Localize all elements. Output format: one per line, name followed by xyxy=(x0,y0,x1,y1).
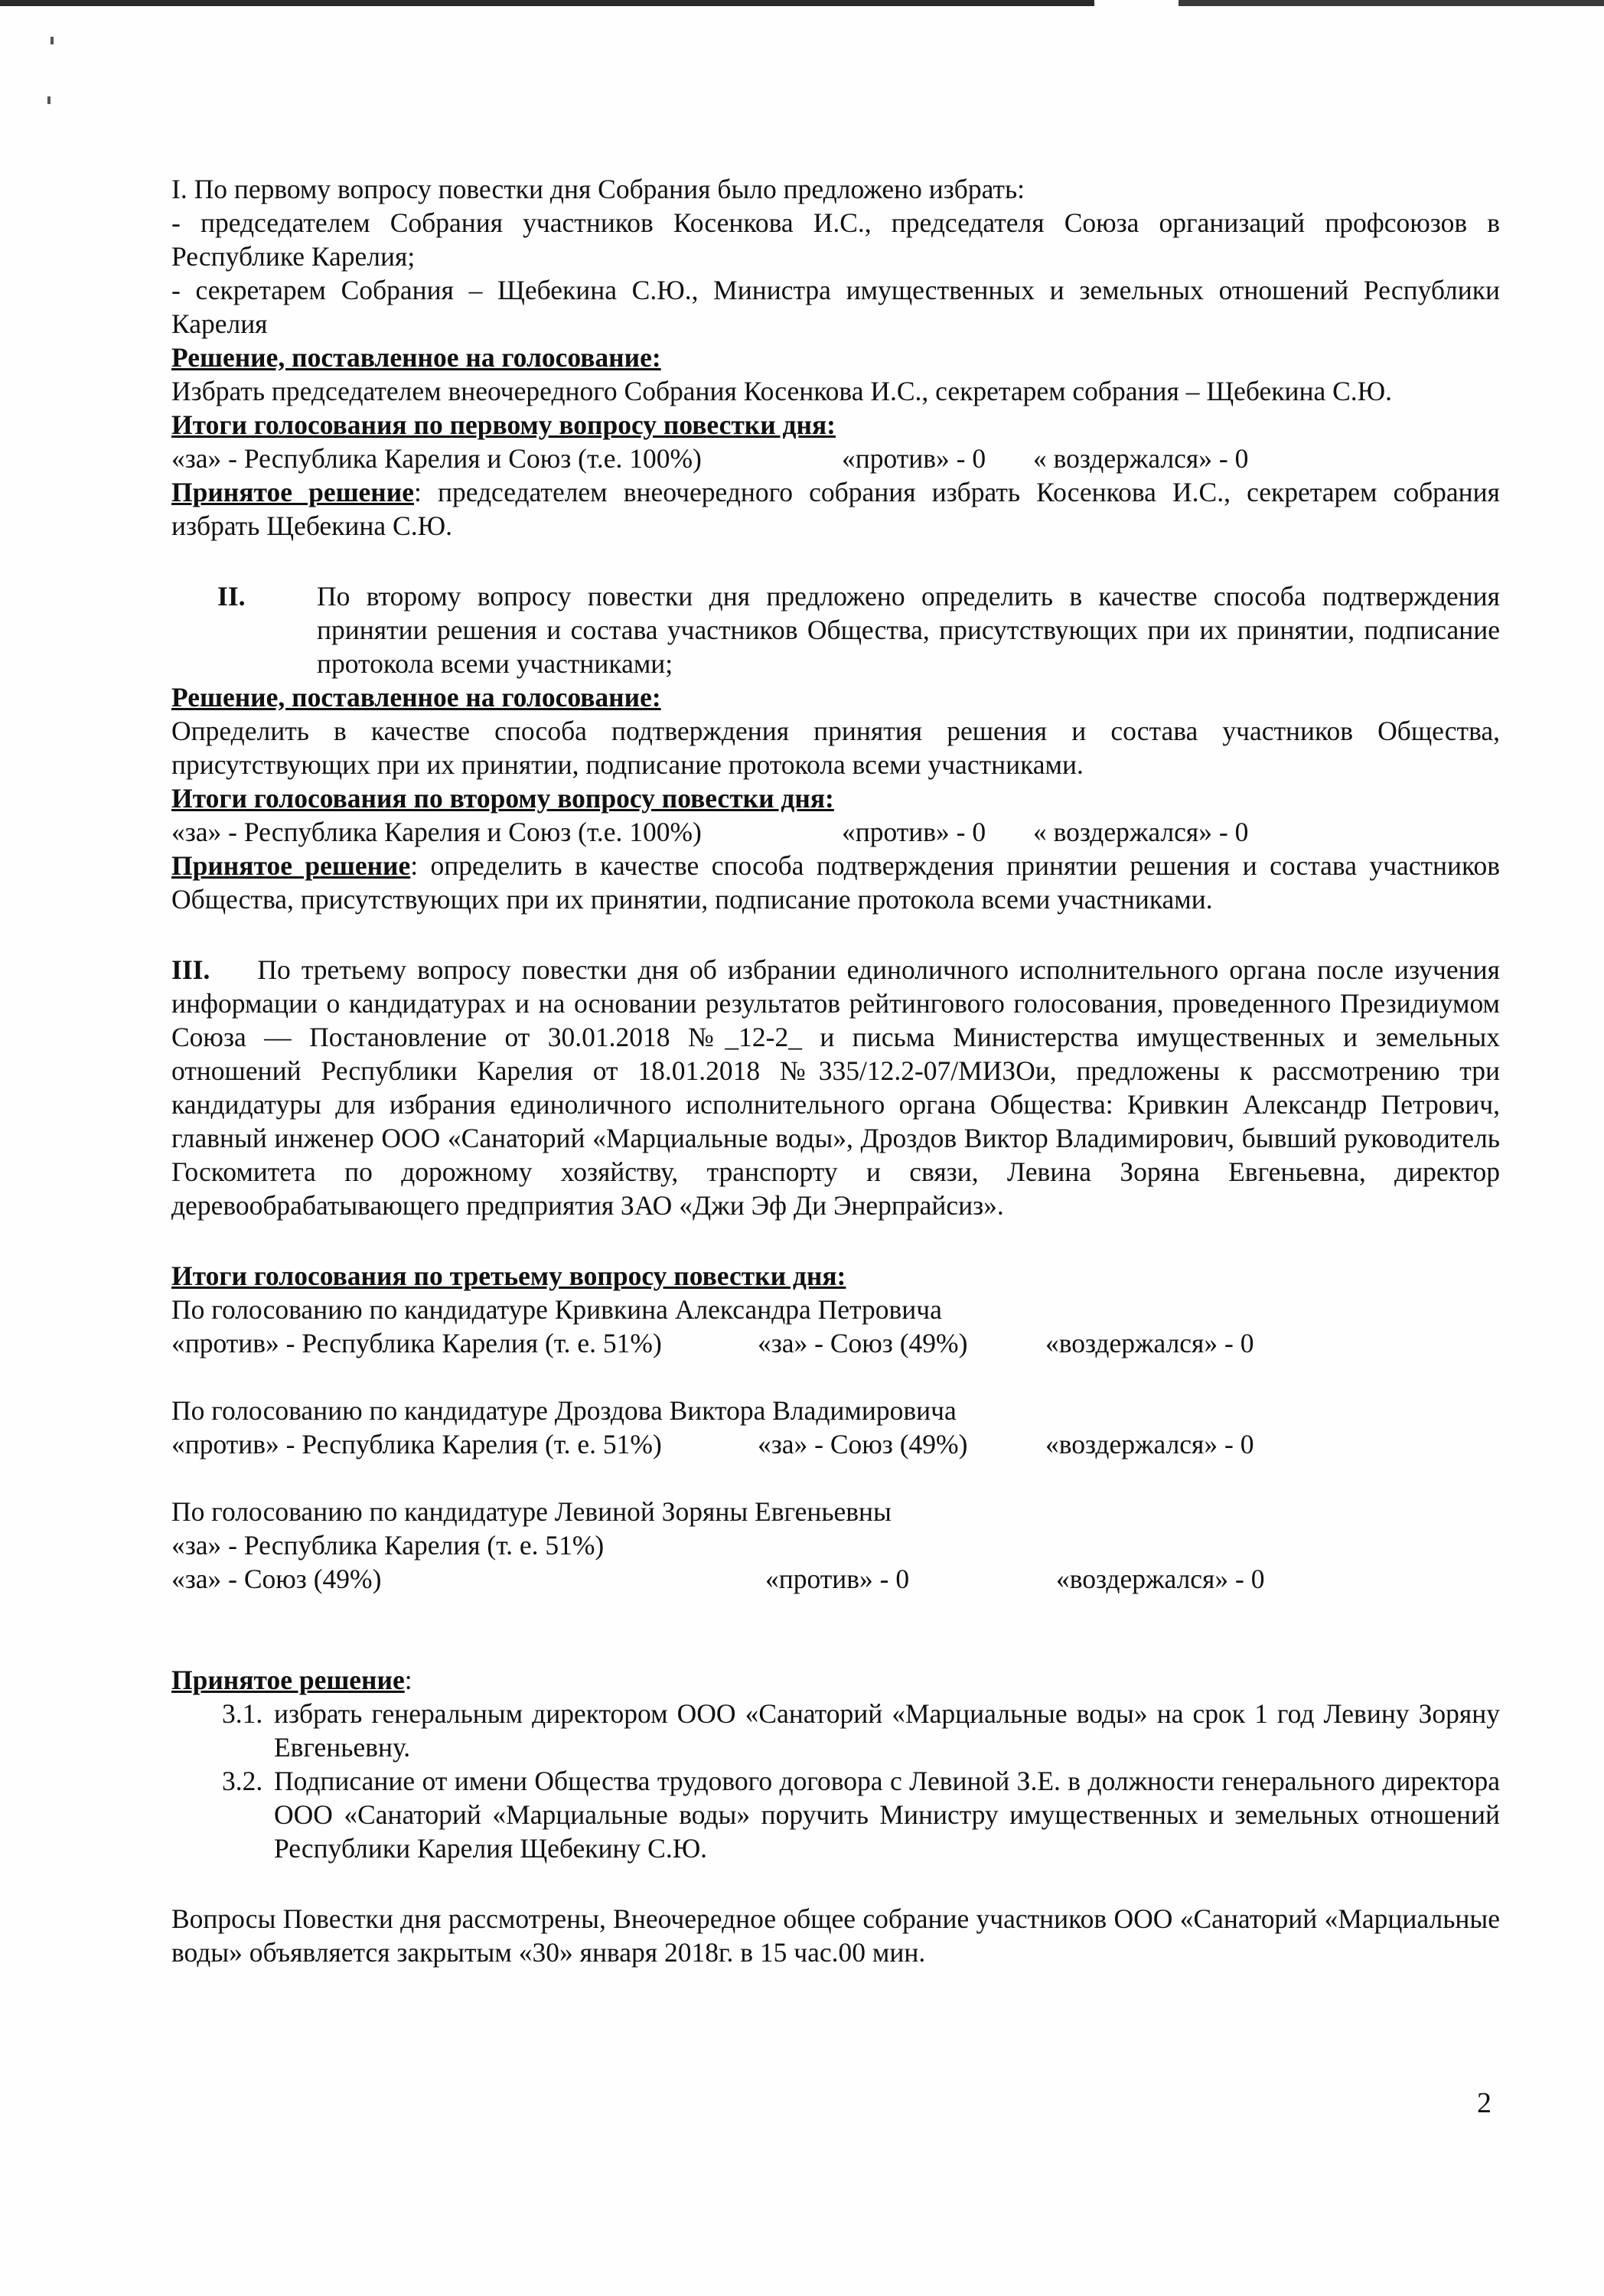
section-1-adopted xyxy=(171,475,1500,543)
decision-item-3-1-number: 3.1. xyxy=(222,1698,263,1729)
candidate-3-vote-against: «против» - 0 xyxy=(765,1564,910,1594)
candidate-1-vote-against: «против» - Республика Карелия (т. е. 51%) xyxy=(171,1328,662,1358)
candidate-3-votes xyxy=(171,1562,1500,1596)
candidate-2-vote-abstain: «воздержался» - 0 xyxy=(1045,1429,1254,1459)
candidate-3-vote-abstain: «воздержался» - 0 xyxy=(1056,1564,1265,1594)
section-2-adopted-heading: Принятое решение xyxy=(171,850,411,881)
section-3 xyxy=(171,953,1500,1865)
scan-speck-2 xyxy=(47,96,51,104)
section-2-vote-for: «за» - Республика Карелия и Союз (т.е. 100%) xyxy=(171,817,702,847)
section-3-adopted xyxy=(171,1663,1500,1697)
section-1-bullet-chair: - председателем Собрания участников Косенкова И.С., председателя Союза организаций профсоюзов в Республике Карелия; xyxy=(171,207,1500,272)
section-2-vote-abstain: « воздержался» - 0 xyxy=(1033,817,1249,847)
candidate-2-title: По голосованию по кандидатуре Дроздова Виктора Владимировича xyxy=(171,1395,957,1426)
section-2-intro-block xyxy=(171,579,1500,680)
section-2-intro: По второму вопросу повестки дня предложено определить в качестве способа подтверждения принятии решения и состава участников Общества, присутствующих при их принятии, подписание протокола всеми участниками; xyxy=(317,581,1500,679)
section-2-results-heading xyxy=(171,781,1500,815)
candidate-1-votes xyxy=(171,1326,1500,1360)
section-1-bullet-secretary: - секретарем Собрания – Щебекина С.Ю., Министра имущественных и земельных отношений Республики Карелия xyxy=(171,275,1500,339)
section-3-numeral: III. xyxy=(171,954,210,985)
candidate-3-vote-for-rk: «за» - Республика Карелия (т. е. 51%) xyxy=(171,1530,605,1561)
candidate-2-votes xyxy=(171,1427,1500,1461)
section-3-adopted-heading: Принятое решение xyxy=(171,1665,405,1695)
candidate-3-vote-for-union: «за» - Союз (49%) xyxy=(171,1564,382,1594)
candidate-1-vote-for: «за» - Союз (49%) xyxy=(758,1328,968,1358)
section-1-results-heading-text: Итоги голосования по первому вопросу повестки дня: xyxy=(171,409,836,440)
section-2-vote-against: «против» - 0 xyxy=(842,817,986,847)
section-2-results-heading-text: Итоги голосования по второму вопросу повестки дня: xyxy=(171,783,834,814)
closing-statement: Вопросы Повестки дня рассмотрены, Внеочередное общее собрание участников ООО «Санаторий «Марциальные воды» объявляется закрытым «30» января 2018г. в 15 час.00 мин. xyxy=(171,1903,1500,1968)
candidate-3-title: По голосованию по кандидатуре Левиной Зоряны Евгеньевны xyxy=(171,1496,892,1527)
section-1-intro: I. По первому вопросу повестки дня Собрания было предложено избрать: xyxy=(171,174,1025,204)
section-3-adopted-colon: : xyxy=(404,1665,412,1695)
section-1 xyxy=(171,172,1500,543)
section-1-decision-heading-text: Решение, поставленное на голосование: xyxy=(171,342,661,373)
section-2-numeral: II. xyxy=(217,581,246,612)
section-2-decision-heading-text: Решение, поставленное на голосование: xyxy=(171,682,661,713)
decision-item-3-1 xyxy=(222,1697,1500,1764)
section-2-decision-heading xyxy=(171,680,1500,714)
section-3-results-heading xyxy=(171,1259,1500,1293)
section-2-votes xyxy=(171,815,1500,849)
decision-item-3-2-text: Подписание от имени Общества трудового договора с Левиной З.Е. в должности генерального директора ООО «Санаторий «Марциальные воды» поручить Министру имущественных и земельных отношений Республики Карелия Щебекину С.Ю. xyxy=(274,1766,1500,1864)
section-1-decision-heading xyxy=(171,341,1500,374)
section-1-results-heading xyxy=(171,408,1500,442)
scan-edge-bar-right xyxy=(1179,0,1604,6)
section-1-adopted-heading: Принятое решение xyxy=(171,477,414,507)
section-1-vote-for: «за» - Республика Карелия и Союз (т.е. 100%) xyxy=(171,443,702,474)
scan-edge-bar-left xyxy=(0,0,1094,6)
section-3-results-heading-text: Итоги голосования по третьему вопросу повестки дня: xyxy=(171,1261,846,1291)
page-number: 2 xyxy=(1477,2087,1492,2119)
section-3-intro-text: По третьему вопросу повестки дня об избрании единоличного исполнительного органа после изучения информации о кандидатурах и на основании результатов рейтингового голосования, проведенного Президиумом Союза — Постановление от 30.01.2018 №_12-2_ и письма Министерства имущественных и земельных отношений Республики Карелия от 18.01.2018 №335/12.2-07/МИЗОи, предложены к рассмотрению три кандидатуры для избрания единоличного исполнительного органа Общества: Кривкин Александр Петрович, главный инженер ООО «Санаторий «Марциальные воды», Дроздов Виктор Владимирович, бывший руководитель Госкомитета по дорожному хозяйству, транспорту и связи, Левина Зоряна Евгеньевна, директор деревообрабатывающего предприятия ЗАО «Джи Эф Ди Энерпрайсиз». xyxy=(171,954,1500,1221)
section-1-decision-text: Избрать председателем внеочередного Собрания Косенкова И.С., секретарем собрания – Щебекина С.Ю. xyxy=(171,376,1393,406)
section-1-vote-abstain: « воздержался» - 0 xyxy=(1033,443,1249,474)
section-2 xyxy=(171,579,1500,916)
section-2-decision-text: Определить в качестве способа подтверждения принятия решения и состава участников Общества, присутствующих при их принятии, подписание протокола всеми участниками. xyxy=(171,716,1500,780)
section-2-adopted xyxy=(171,849,1500,916)
candidate-1-title: По голосованию по кандидатуре Кривкина Александра Петровича xyxy=(171,1294,942,1325)
candidate-2-vote-for: «за» - Союз (49%) xyxy=(758,1429,968,1459)
decision-item-3-2 xyxy=(222,1764,1500,1865)
decision-item-3-1-text: избрать генеральным директором ООО «Санаторий «Марциальные воды» на срок 1 год Левину Зоряну Евгеньевну. xyxy=(274,1698,1500,1763)
section-1-adopted-text: : председателем внеочередного собрания избрать Косенкова И.С., секретарем собрания избрать Щебекина С.Ю. xyxy=(171,477,1500,541)
candidate-2-vote-against: «против» - Республика Карелия (т. е. 51%) xyxy=(171,1429,662,1459)
scan-speck-1 xyxy=(51,37,54,44)
section-1-vote-against: «против» - 0 xyxy=(842,443,986,474)
candidate-1-vote-abstain: «воздержался» - 0 xyxy=(1045,1328,1254,1358)
section-1-votes xyxy=(171,442,1500,475)
section-3-intro xyxy=(171,953,1500,1222)
decision-item-3-2-number: 3.2. xyxy=(222,1766,263,1796)
document-page xyxy=(171,172,1500,1969)
section-2-adopted-text: : определить в качестве способа подтверждения принятии решения и состава участников Общества, присутствующих при их принятии, подписание протокола всеми участниками. xyxy=(171,850,1500,915)
